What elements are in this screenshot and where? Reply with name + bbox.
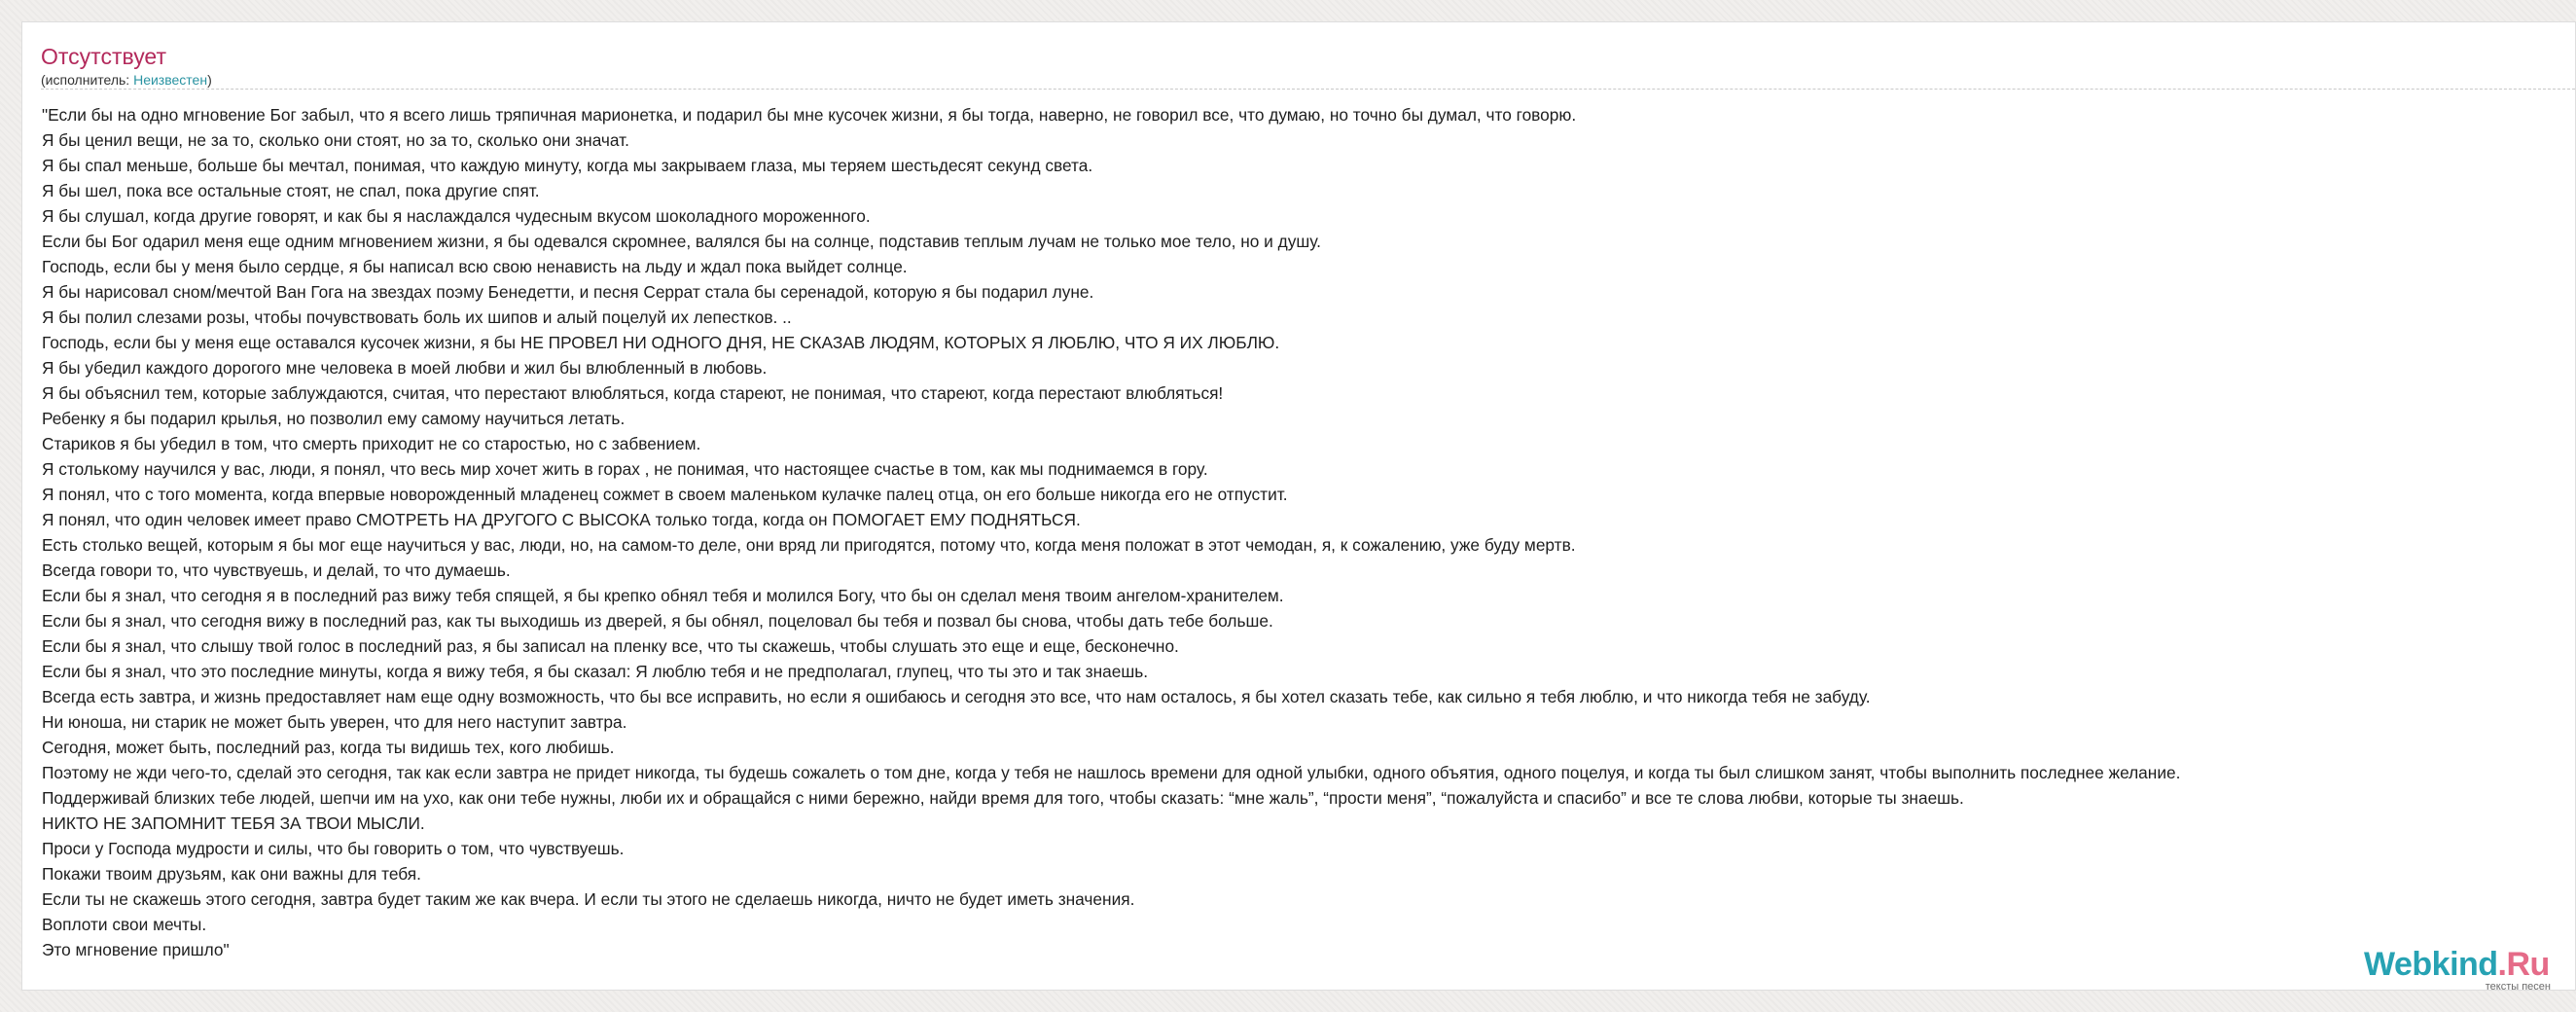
lyrics-line: Покажи твоим друзьям, как они важны для тебя.: [42, 864, 421, 884]
lyrics-line: "Если бы на одно мгновение Бог забыл, что я всего лишь тряпичная марионетка, и подарил бы мне кусочек жизни, я бы тогда, наверно, не говорил все, что думаю, но точно бы думал, что говорю.: [42, 105, 1577, 125]
lyrics-line: Я бы шел, пока все остальные стоят, не спал, пока другие спят.: [42, 181, 540, 200]
lyrics-line: Я бы спал меньше, больше бы мечтал, понимая, что каждую минуту, когда мы закрываем глаза, мы теряем шестьдесят секунд света.: [42, 156, 1093, 175]
lyrics-line: Я бы слушал, когда другие говорят, и как бы я наслаждался чудесным вкусом шоколадного мороженного.: [42, 206, 871, 226]
lyrics-line: Всегда говори то, что чувствуешь, и делай, то что думаешь.: [42, 560, 511, 580]
lyrics-line: Я бы полил слезами розы, чтобы почувствовать боль их шипов и алый поцелуй их лепестков. ..: [42, 307, 792, 327]
lyrics-line: Есть столько вещей, которым я бы мог еще научиться у вас, люди, но, на самом-то деле, они вряд ли пригодятся, потому что, когда меня положат в этот чемодан, я, к сожалению, уже буду мертв.: [42, 535, 1576, 555]
title-divider: [41, 89, 2575, 90]
logo-word-primary: Webkind: [2364, 946, 2498, 983]
lyrics-line: Поддерживай близких тебе людей, шепчи им на ухо, как они тебе нужны, люби их и обращайся с ними бережно, найди время для того, чтобы сказать: “мне жаль”, “прости меня”, “пожалуйста и спасибо” и все те слова любви, которые ты знаешь.: [42, 788, 1964, 808]
lyrics-line: Ребенку я бы подарил крылья, но позволил ему самому научиться летать.: [42, 409, 626, 428]
lyrics-line: Стариков я бы убедил в том, что смерть приходит не со старостью, но с забвением.: [42, 434, 701, 453]
lyrics-line: Проси у Господа мудрости и силы, что бы говорить о том, что чувствуешь.: [42, 839, 625, 858]
lyrics-line: Если ты не скажешь этого сегодня, завтра будет таким же как вчера. И если ты этого не сделаешь никогда, ничто не будет иметь значения.: [42, 889, 1135, 909]
lyrics-line: Если бы я знал, что это последние минуты, когда я вижу тебя, я бы сказал: Я люблю тебя и не предполагал, глупец, что ты это и так знаешь.: [42, 662, 1148, 681]
lyrics-line: Если бы Бог одарил меня еще одним мгновением жизни, я бы одевался скромнее, валялся бы на солнце, подставив теплым лучам не только мое тело, но и душу.: [42, 232, 1321, 251]
lyrics-line: Сегодня, может быть, последний раз, когда ты видишь тех, кого любишь.: [42, 738, 615, 757]
performer-prefix: (исполнитель:: [41, 72, 134, 88]
lyrics-line: Господь, если бы у меня было сердце, я бы написал всю свою ненависть на льду и ждал пока выйдет солнце.: [42, 257, 908, 276]
song-title: Отсутствует: [41, 44, 166, 69]
logo-wordmark: [2364, 946, 2550, 983]
lyrics-line: Если бы я знал, что сегодня вижу в последний раз, как ты выходишь из дверей, я бы обнял, поцеловал бы тебя и позвал бы снова, чтобы дать тебе больше.: [42, 611, 1273, 631]
performer-line: [41, 72, 212, 88]
performer-link[interactable]: Неизвестен: [133, 72, 208, 88]
lyrics-line: Я бы ценил вещи, не за то, сколько они стоят, но за то, сколько они значат.: [42, 130, 629, 150]
lyrics-line: НИКТО НЕ ЗАПОМНИТ ТЕБЯ ЗА ТВОИ МЫСЛИ.: [42, 813, 425, 833]
lyrics-line: Я бы убедил каждого дорогого мне человека в моей любви и жил бы влюбленный в любовь.: [42, 358, 768, 378]
performer-suffix: ): [207, 72, 212, 88]
lyrics-line: Я столькому научился у вас, люди, я понял, что весь мир хочет жить в горах , не понимая, что настоящее счастье в том, как мы поднимаемся в гору.: [42, 459, 1208, 479]
lyrics-line: Если бы я знал, что слышу твой голос в последний раз, я бы записал на пленку все, что ты скажешь, чтобы слушать это еще и еще, бесконечно.: [42, 636, 1179, 656]
logo-word-accent: .Ru: [2497, 946, 2550, 983]
lyrics-line: Ни юноша, ни старик не может быть уверен, что для него наступит завтра.: [42, 712, 627, 732]
lyrics-line: Я понял, что один человек имеет право СМОТРЕТЬ НА ДРУГОГО С ВЫСОКА только тогда, когда он ПОМОГАЕТ ЕМУ ПОДНЯТЬСЯ.: [42, 510, 1081, 529]
lyrics-line: Я бы объяснил тем, которые заблуждаются, считая, что перестают влюбляться, когда стареют, не понимая, что стареют, когда перестают влюбляться!: [42, 383, 1224, 403]
lyrics-line: Если бы я знал, что сегодня я в последний раз вижу тебя спящей, я бы крепко обнял тебя и молился Богу, что бы он сделал меня твоим ангелом-хранителем.: [42, 586, 1284, 605]
lyrics-line: Всегда есть завтра, и жизнь предоставляет нам еще одну возможность, что бы все исправить, но если я ошибаюсь и сегодня это все, что нам осталось, я бы хотел сказать тебе, как сильно я тебя люблю, и что никогда тебя не забуду.: [42, 687, 1871, 706]
lyrics-line: Это мгновение пришло": [42, 940, 230, 959]
lyrics-line: Я бы нарисовал сном/мечтой Ван Гога на звездах поэму Бенедетти, и песня Серрат стала бы серенадой, которую я бы подарил луне.: [42, 282, 1094, 302]
lyrics-line: Воплоти свои мечты.: [42, 915, 207, 934]
lyrics-line: Господь, если бы у меня еще оставался кусочек жизни, я бы НЕ ПРОВЕЛ НИ ОДНОГО ДНЯ, НЕ СКАЗАВ ЛЮДЯМ, КОТОРЫХ Я ЛЮБЛЮ, ЧТО Я ИХ ЛЮБЛЮ.: [42, 333, 1280, 352]
lyrics-card: [21, 21, 2576, 991]
logo-tagline: тексты песен: [2485, 981, 2551, 993]
lyrics-line: Я понял, что с того момента, когда впервые новорожденный младенец сожмет в своем маленьком кулачке палец отца, он его больше никогда его не отпустит.: [42, 485, 1288, 504]
webkind-logo[interactable]: [2364, 946, 2557, 993]
lyrics-text: [42, 102, 2575, 962]
lyrics-line: Поэтому не жди чего-то, сделай это сегодня, так как если завтра не придет никогда, ты будешь сожалеть о том дне, когда у тебя не нашлось времени для одной улыбки, одного объятия, одного поцелуя, и когда ты был слишком занят, чтобы выполнить последнее желание.: [42, 763, 2181, 782]
